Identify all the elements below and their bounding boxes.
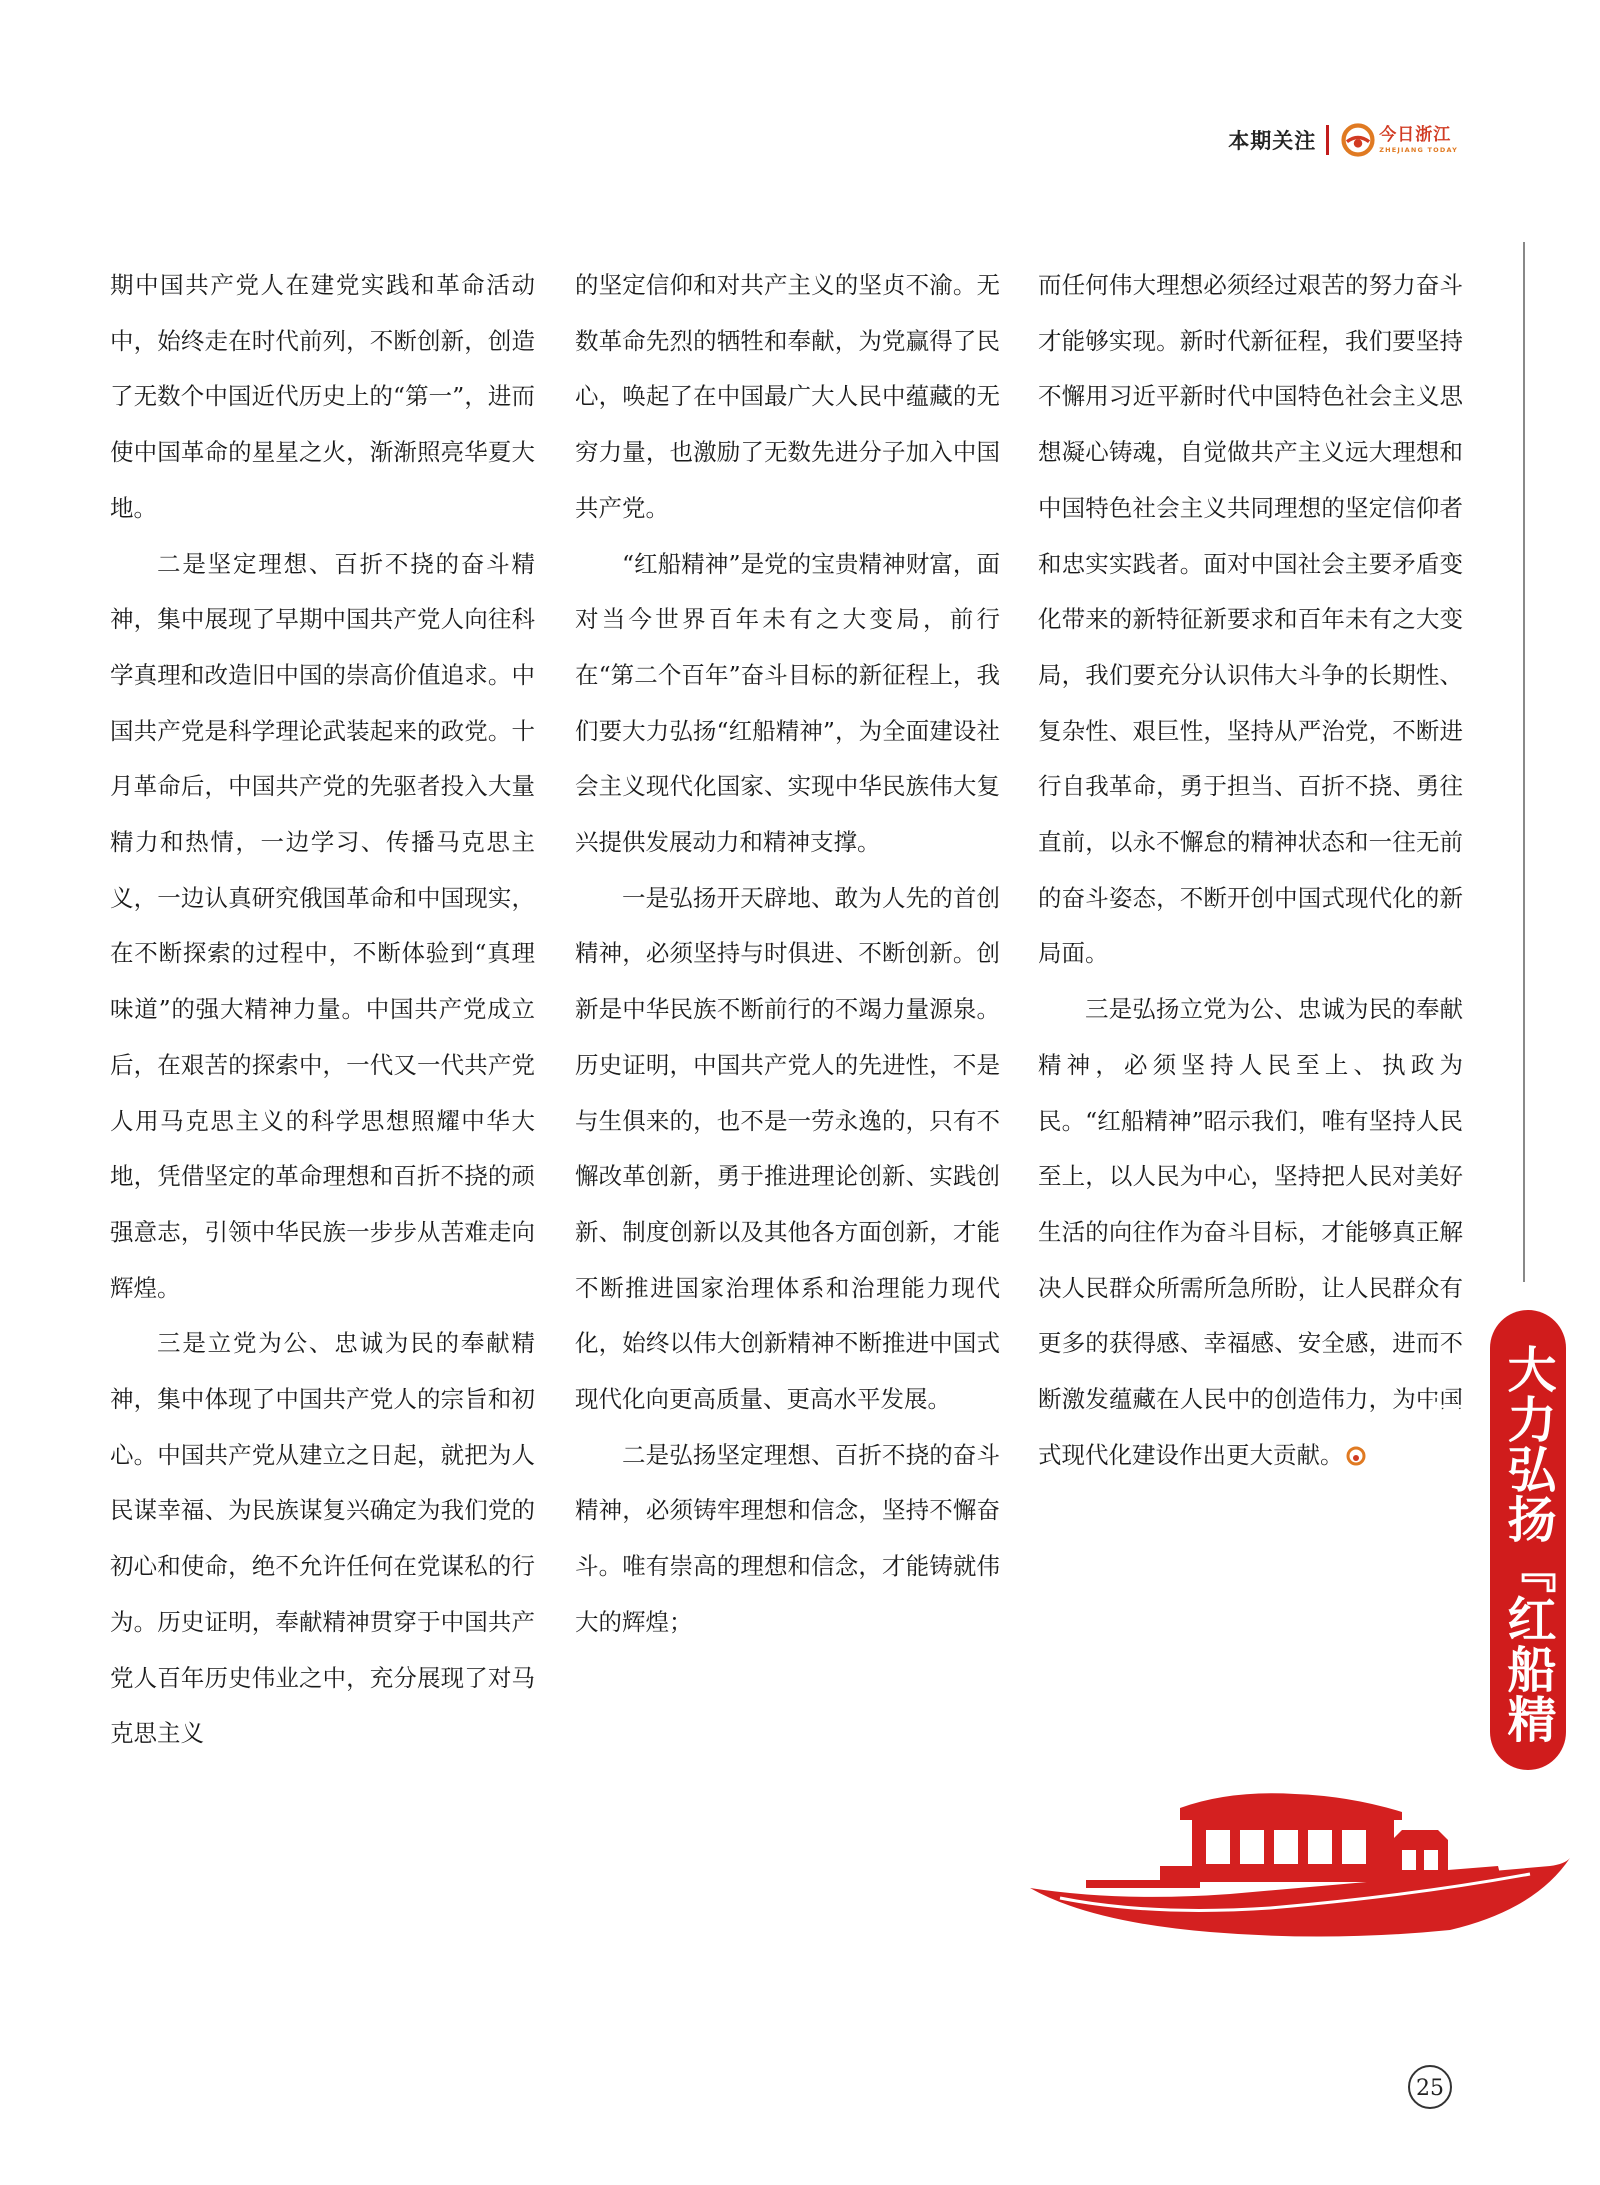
right-rule-line [1523,242,1525,1282]
paragraph: 的坚定信仰和对共产主义的坚贞不渝。无数革命先烈的牺牲和奉献，为党赢得了民心，唤起了在中国最广大人民中蕴藏的无穷力量，也激励了无数先进分子加入中国共产党。 [575,271,1000,522]
header-divider [1326,125,1329,155]
text-column-2 [575,258,1000,1651]
end-mark-icon [1346,1446,1366,1466]
side-title-text: 大力弘扬『红船精神』 [1424,1344,1557,1744]
paragraph: 二是弘扬坚定理想、百折不挠的奋斗精神，必须铸牢理想和信念，坚持不懈奋斗。唯有崇高的理想和信念，才能铸就伟大的辉煌； [575,1440,1000,1636]
paragraph: 二是坚定理想、百折不挠的奋斗精神，集中展现了早期中国共产党人向往科学真理和改造旧中国的崇高价值追求。中国共产党是科学理论武装起来的政党。十月革命后，中国共产党的先驱者投入大量精力和热情，一边学习、传播马克思主义，一边认真研究俄国革命和中国现实，在不断探索的过程中，不断体验到“真理味道”的强大精神力量。中国共产党成立后，在艰苦的探索中，一代又一代共产党人用马克思主义的科学思想照耀中华大地，凭借坚定的革命理想和百折不挠的顽强意志，引领中华民族一步步从苦难走向辉煌。 [110,549,535,1302]
paragraph-last [1038,982,1463,1483]
page-number-badge [1405,2062,1455,2112]
zhejiang-today-logo-icon [1341,123,1375,157]
paragraph: 三是立党为公、忠诚为民的奉献精神，集中体现了中国共产党人的宗旨和初心。中国共产党从建立之日起，就把为人民谋幸福、为民族谋复兴确定为我们党的初心和使命，绝不允许任何在党谋私的行为。历史证明，奉献精神贯穿于中国共产党人百年历史伟业之中，充分展现了对马克思主义 [110,1329,535,1748]
logo-chinese: 今日浙江 [1379,124,1452,145]
paragraph: 期中国共产党人在建党实践和革命活动中，始终走在时代前列，不断创新，创造了无数个中国近代历史上的“第一”，进而使中国革命的星星之火，渐渐照亮华夏大地。 [110,271,535,522]
red-boat-icon [1030,1770,1570,1940]
paragraph: 而任何伟大理想必须经过艰苦的努力奋斗才能够实现。新时代新征程，我们要坚持不懈用习近平新时代中国特色社会主义思想凝心铸魂，自觉做共产主义远大理想和中国特色社会主义共同理想的坚定信仰者和忠实实践者。面对中国社会主要矛盾变化带来的新特征新要求和百年未有之大变局，我们要充分认识伟大斗争的长期性、复杂性、艰巨性，坚持从严治党，不断进行自我革命，勇于担当、百折不挠、勇往直前，以永不懈怠的精神状态和一往无前的奋斗姿态，不断开创中国式现代化的新局面。 [1038,271,1463,968]
section-label: 本期关注 [1228,129,1317,153]
page-header [1228,118,1458,162]
text-column-1 [110,258,535,1762]
paragraph: 一是弘扬开天辟地、敢为人先的首创精神，必须坚持与时俱进、不断创新。创新是中华民族不断前行的不竭力量源泉。历史证明，中国共产党人的先进性，不是与生俱来的，也不是一劳永逸的，只有不懈改革创新，勇于推进理论创新、实践创新、制度创新以及其他各方面创新，才能不断推进国家治理体系和治理能力现代化，始终以伟大创新精神不断推进中国式现代化向更高质量、更高水平发展。 [575,883,1000,1414]
page-number: 25 [1416,2076,1444,2101]
paragraph-text: 三是弘扬立党为公、忠诚为民的奉献精神，必须坚持人民至上、执政为民。“红船精神”昭示我们，唯有坚持人民至上，以人民为中心，坚持把人民对美好生活的向往作为奋斗目标，才能够真正解决人民群众所需所急所盼，让人民群众有更多的获得感、幸福感、安全感，进而不断激发蕴藏在人民中的创造伟力，为中国式现代化建设作出更大贡献。 [1038,995,1463,1469]
paragraph: “红船精神”是党的宝贵精神财富，面对当今世界百年未有之大变局，前行在“第二个百年”奋斗目标的新征程上，我们要大力弘扬“红船精神”，为全面建设社会主义现代化国家、实现中华民族伟大复兴提供发展动力和精神支撑。 [575,549,1000,857]
text-column-3 [1038,258,1463,1483]
side-title-tag [1424,1310,1566,1770]
magazine-logo [1341,123,1458,157]
logo-english: ZHEJIANG TODAY [1379,145,1458,154]
logo-text [1379,124,1458,154]
